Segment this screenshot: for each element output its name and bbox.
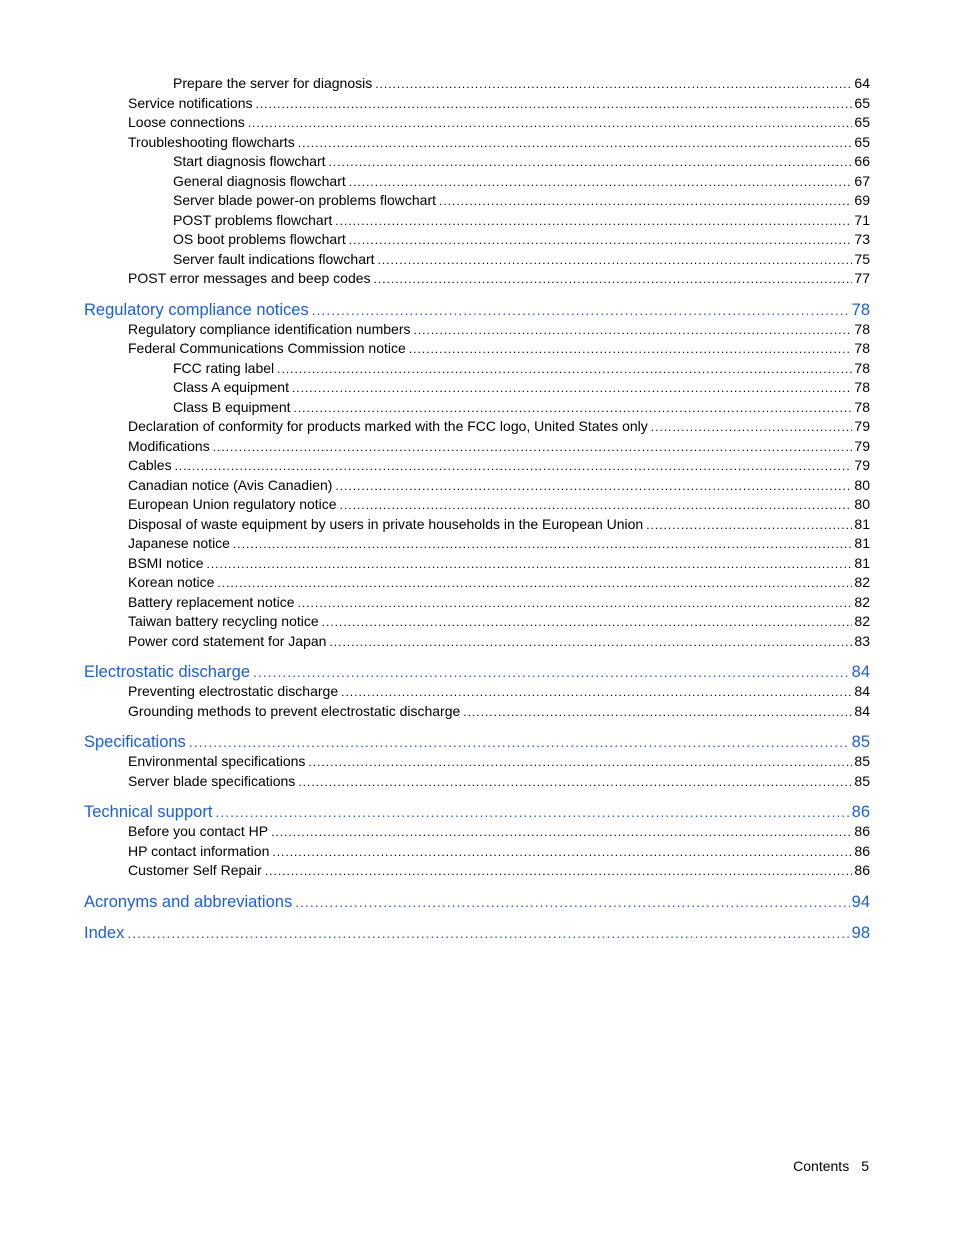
dot-leader bbox=[253, 661, 850, 683]
toc-entry-link[interactable] bbox=[84, 437, 870, 457]
dot-leader bbox=[175, 457, 853, 476]
toc-entry-link[interactable] bbox=[84, 822, 870, 842]
toc-page-number: 82 bbox=[854, 574, 870, 590]
toc-chapter-link[interactable] bbox=[84, 922, 870, 944]
dot-leader bbox=[340, 496, 853, 515]
toc-page-number: 65 bbox=[854, 133, 870, 150]
toc-entry-title: POST problems flowchart bbox=[173, 211, 333, 228]
toc-page-number: 84 bbox=[851, 663, 870, 681]
toc-entry-title: Regulatory compliance identification numbers bbox=[128, 320, 411, 337]
toc-entry-title: Troubleshooting flowcharts bbox=[128, 133, 295, 150]
dot-leader bbox=[294, 399, 853, 418]
dot-leader bbox=[463, 703, 852, 722]
toc-page-number: 79 bbox=[854, 418, 870, 434]
dot-leader bbox=[378, 251, 853, 270]
dot-leader bbox=[646, 516, 852, 535]
toc-page-number: 80 bbox=[854, 496, 870, 512]
dot-leader bbox=[409, 340, 853, 359]
dot-leader bbox=[298, 134, 853, 153]
toc-entry-title: POST error messages and beep codes bbox=[128, 270, 371, 286]
dot-leader bbox=[349, 231, 853, 250]
toc-entry-title: General diagnosis flowchart bbox=[173, 172, 346, 189]
toc-page-number: 67 bbox=[854, 172, 870, 189]
toc-page-number: 78 bbox=[854, 379, 870, 395]
toc-entry-title: Regulatory compliance notices bbox=[84, 300, 309, 319]
toc-page-number: 84 bbox=[854, 683, 870, 699]
toc-entry-title: Class A equipment bbox=[173, 379, 289, 395]
toc-entry-title: Technical support bbox=[84, 803, 213, 821]
toc-page-number: 64 bbox=[854, 75, 870, 91]
toc-entry-title: Disposal of waste equipment by users in private households in the European Union bbox=[128, 515, 644, 532]
toc-entry-link[interactable] bbox=[84, 359, 870, 379]
toc-page-number: 86 bbox=[851, 803, 870, 821]
toc-entry-title: BSMI notice bbox=[128, 554, 204, 571]
toc-entry-title: Server blade specifications bbox=[128, 772, 296, 789]
toc-entry-title: Modifications bbox=[128, 437, 210, 454]
toc-page-number: 80 bbox=[854, 476, 870, 493]
dot-leader bbox=[308, 753, 852, 772]
toc-page-number: 94 bbox=[851, 892, 870, 911]
toc-entry-link[interactable] bbox=[84, 320, 870, 340]
toc-page-number: 75 bbox=[854, 250, 870, 267]
toc-page-number: 85 bbox=[851, 733, 870, 751]
dot-leader bbox=[271, 823, 852, 842]
toc-page-number: 79 bbox=[854, 437, 870, 454]
dot-leader bbox=[277, 360, 852, 379]
dot-leader bbox=[312, 299, 850, 321]
toc-entry-link[interactable] bbox=[84, 172, 870, 192]
dot-leader bbox=[335, 212, 852, 231]
toc-page-number: 98 bbox=[851, 923, 870, 942]
toc-entry-title: OS boot problems flowchart bbox=[173, 231, 346, 247]
toc-entry-title: Taiwan battery recycling notice bbox=[128, 613, 319, 629]
dot-leader bbox=[298, 594, 853, 613]
toc-entry-title: Declaration of conformity for products marked with the FCC logo, United States only bbox=[128, 418, 648, 434]
toc-entry-title: Battery replacement notice bbox=[128, 593, 295, 610]
toc-chapter-link[interactable] bbox=[84, 801, 870, 823]
dot-leader bbox=[272, 843, 852, 862]
toc-page-number: 78 bbox=[854, 340, 870, 356]
toc-page-number: 79 bbox=[854, 457, 870, 473]
toc-page-number: 86 bbox=[854, 823, 870, 839]
toc-entry-title: Grounding methods to prevent electrostatic discharge bbox=[128, 702, 461, 719]
toc-page-number: 77 bbox=[854, 270, 870, 286]
toc-entry-link[interactable] bbox=[84, 702, 870, 722]
dot-leader bbox=[329, 633, 852, 652]
toc-page-number: 78 bbox=[854, 398, 870, 415]
toc-page-number: 85 bbox=[854, 753, 870, 769]
toc-chapter-link[interactable] bbox=[84, 299, 870, 321]
toc-entry-link[interactable] bbox=[84, 772, 870, 792]
dot-leader bbox=[375, 75, 852, 94]
toc-entry-title: Index bbox=[84, 923, 125, 942]
toc-entry-title: Acronyms and abbreviations bbox=[84, 892, 293, 911]
toc-page-number: 71 bbox=[854, 211, 870, 228]
toc-page-number: 82 bbox=[854, 613, 870, 629]
toc-page-number: 65 bbox=[854, 114, 870, 130]
toc-entry-link[interactable] bbox=[84, 417, 870, 437]
toc-entry-link[interactable] bbox=[84, 861, 870, 881]
dot-leader bbox=[651, 418, 853, 437]
dot-leader bbox=[329, 153, 853, 172]
toc-entry-link[interactable] bbox=[84, 632, 870, 652]
toc-entry-title: Cables bbox=[128, 457, 172, 473]
dot-leader bbox=[206, 555, 852, 574]
footer-section-label: Contents bbox=[793, 1158, 850, 1174]
toc-page-number: 81 bbox=[854, 515, 870, 532]
dot-leader bbox=[298, 773, 852, 792]
toc-entry-title: Environmental specifications bbox=[128, 753, 306, 769]
toc-entry-link[interactable] bbox=[84, 211, 870, 231]
toc-entry-link[interactable] bbox=[84, 593, 870, 613]
toc-entry-title: FCC rating label bbox=[173, 359, 275, 376]
toc-entry-link[interactable] bbox=[84, 612, 870, 632]
toc-entry-title: Power cord statement for Japan bbox=[128, 632, 327, 649]
toc-page-number: 86 bbox=[854, 842, 870, 859]
toc-entry-link[interactable] bbox=[84, 554, 870, 574]
dot-leader bbox=[248, 114, 853, 133]
toc-page-number: 85 bbox=[854, 772, 870, 789]
toc-page-number: 69 bbox=[854, 192, 870, 208]
dot-leader bbox=[189, 731, 850, 753]
toc-entry-link[interactable] bbox=[84, 133, 870, 153]
toc-page-number: 86 bbox=[854, 862, 870, 878]
toc-entry-title: Service notifications bbox=[128, 94, 253, 111]
toc-page-number: 82 bbox=[854, 593, 870, 610]
toc-entry-link[interactable] bbox=[84, 378, 870, 398]
toc-entry-link[interactable] bbox=[84, 752, 870, 772]
toc-chapter-link[interactable] bbox=[84, 661, 870, 683]
dot-leader bbox=[233, 535, 852, 554]
toc-page-number: 78 bbox=[854, 359, 870, 376]
toc-chapter-link[interactable] bbox=[84, 891, 870, 913]
toc-entry-title: European Union regulatory notice bbox=[128, 496, 337, 512]
toc-entry-link[interactable] bbox=[84, 456, 870, 476]
toc-entry-link[interactable] bbox=[84, 230, 870, 250]
toc-page-number: 83 bbox=[854, 632, 870, 649]
toc-entry-title: HP contact information bbox=[128, 842, 270, 859]
toc-entry-link[interactable] bbox=[84, 113, 870, 133]
dot-leader bbox=[439, 192, 852, 211]
toc-page-number: 81 bbox=[854, 554, 870, 571]
toc-entry-link[interactable] bbox=[84, 250, 870, 270]
toc-entry-link[interactable] bbox=[84, 842, 870, 862]
toc-entry-title: Specifications bbox=[84, 733, 186, 751]
toc-entry-title: Canadian notice (Avis Canadien) bbox=[128, 476, 333, 493]
toc-entry-title: Server blade power-on problems flowchart bbox=[173, 192, 437, 208]
toc-entry-link[interactable] bbox=[84, 495, 870, 515]
toc-entry-link[interactable] bbox=[84, 152, 870, 172]
toc-entry-link[interactable] bbox=[84, 191, 870, 211]
toc-page-number: 66 bbox=[854, 153, 870, 169]
page-footer bbox=[793, 1158, 869, 1174]
dot-leader bbox=[265, 862, 853, 881]
dot-leader bbox=[256, 95, 853, 114]
toc-entry-link[interactable] bbox=[84, 269, 870, 289]
dot-leader bbox=[213, 438, 853, 457]
toc-entry-title: Federal Communications Commission notice bbox=[128, 340, 406, 356]
toc-page-number: 78 bbox=[854, 320, 870, 337]
toc-entry-link[interactable] bbox=[84, 476, 870, 496]
toc-entry-link[interactable] bbox=[84, 534, 870, 554]
toc-entry-title: Preventing electrostatic discharge bbox=[128, 683, 339, 699]
dot-leader bbox=[341, 683, 852, 702]
dot-leader bbox=[413, 321, 852, 340]
toc-entry-link[interactable] bbox=[84, 515, 870, 535]
dot-leader bbox=[335, 477, 852, 496]
toc-entry-title: Customer Self Repair bbox=[128, 862, 262, 878]
toc-page-number: 65 bbox=[854, 94, 870, 111]
toc-page-number: 73 bbox=[854, 231, 870, 247]
dot-leader bbox=[215, 801, 849, 823]
toc-page-number: 78 bbox=[851, 300, 870, 319]
toc-entry-link[interactable] bbox=[84, 74, 870, 94]
dot-leader bbox=[127, 922, 849, 944]
toc-page-number: 81 bbox=[854, 535, 870, 551]
dot-leader bbox=[292, 379, 852, 398]
toc-entry-link[interactable] bbox=[84, 573, 870, 593]
footer-page-number: 5 bbox=[861, 1158, 869, 1174]
toc-page-number: 84 bbox=[854, 702, 870, 719]
toc-entry-title: Japanese notice bbox=[128, 535, 230, 551]
toc-entry-link[interactable] bbox=[84, 398, 870, 418]
dot-leader bbox=[217, 574, 852, 593]
toc-entry-title: Prepare the server for diagnosis bbox=[173, 75, 373, 91]
dot-leader bbox=[374, 270, 853, 289]
toc-entry-title: Start diagnosis flowchart bbox=[173, 153, 326, 169]
dot-leader bbox=[322, 613, 853, 632]
toc-entry-link[interactable] bbox=[84, 682, 870, 702]
toc-chapter-link[interactable] bbox=[84, 731, 870, 753]
toc-entry-title: Electrostatic discharge bbox=[84, 663, 250, 681]
toc-entry-title: Server fault indications flowchart bbox=[173, 250, 375, 267]
dot-leader bbox=[295, 891, 849, 913]
toc-entry-link[interactable] bbox=[84, 94, 870, 114]
toc-entry-link[interactable] bbox=[84, 339, 870, 359]
table-of-contents bbox=[84, 74, 870, 943]
dot-leader bbox=[349, 173, 853, 192]
toc-entry-title: Loose connections bbox=[128, 114, 245, 130]
toc-entry-title: Before you contact HP bbox=[128, 823, 269, 839]
toc-entry-title: Class B equipment bbox=[173, 398, 291, 415]
toc-entry-title: Korean notice bbox=[128, 574, 215, 590]
